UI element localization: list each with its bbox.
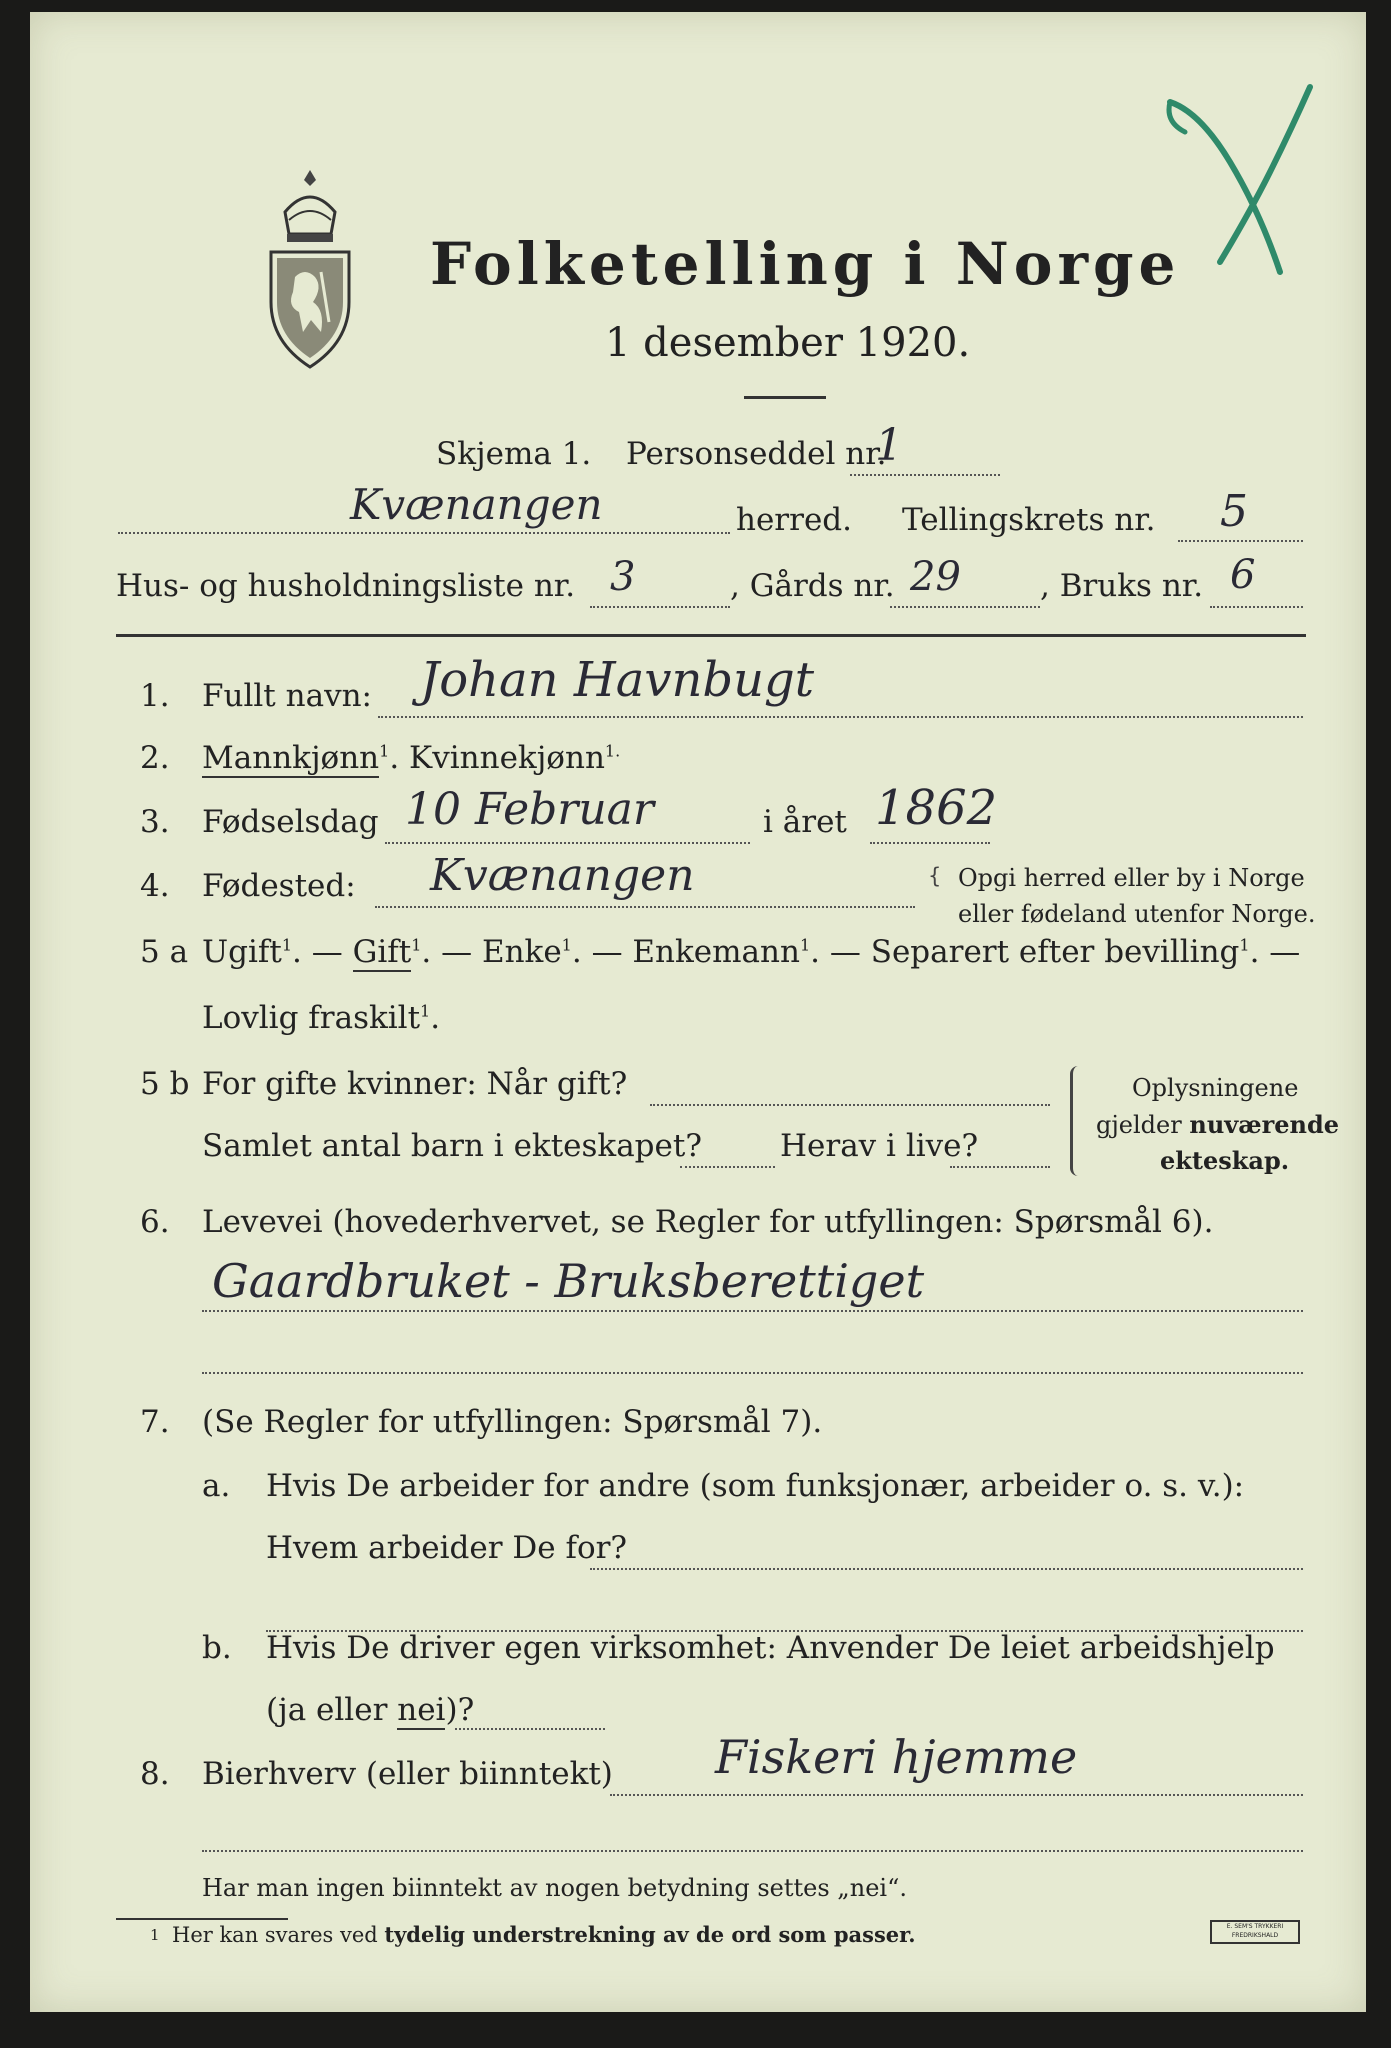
brace-right <box>1070 1066 1083 1176</box>
occupation-line-1 <box>202 1310 1303 1312</box>
q7b-letter: b. <box>202 1630 232 1666</box>
brace-left: { <box>928 864 942 888</box>
birth-year-value: 1862 <box>875 780 998 836</box>
q5b-note-3: ekteskap. <box>1160 1146 1290 1175</box>
side-income-value: Fiskeri hjemme <box>715 1730 1078 1784</box>
personseddel-value: 1 <box>875 420 903 471</box>
footnote-ref: 1. <box>604 741 621 761</box>
q4-label: Fødested: <box>202 868 356 904</box>
q5b-note-2: gjelder nuværende <box>1096 1110 1340 1139</box>
printer-stamp: E. SEM'S TRYKKERI FREDRIKSHALD <box>1210 1920 1300 1944</box>
birthday-line <box>385 842 750 844</box>
q7b-label: Hvis De driver egen virksomhet: Anvender De leiet arbeidshjelp <box>266 1630 1275 1666</box>
q4-number: 4. <box>140 868 170 904</box>
bruks-line <box>1210 606 1303 608</box>
husholdningsliste-value: 3 <box>610 554 636 600</box>
gards-line <box>890 606 1040 608</box>
q6-label: Levevei (hovederhvervet, se Regler for utfyllingen: Spørsmål 6). <box>202 1204 1214 1240</box>
hired-help-line <box>455 1728 605 1730</box>
gards-label: , Gårds nr. <box>730 568 895 604</box>
footnote-text: Her kan svares ved tydelig understrekning av de ord som passer. <box>172 1922 916 1947</box>
q4-note-2: eller fødeland utenfor Norge. <box>958 900 1316 928</box>
section-rule <box>116 634 1306 637</box>
q2-number: 2. <box>140 740 170 776</box>
footnote-number: 1 <box>150 1926 160 1944</box>
option-enke: Enke <box>481 934 562 970</box>
form-title: Folketelling i Norge <box>430 230 1181 298</box>
marital-status-options: Ugift$^1$. — Gift$^1$. — Enke$^1$. — Enkemann$^1$. — Separert efter bevilling$^1$. — <box>202 934 1301 970</box>
q7a-letter: a. <box>202 1468 231 1504</box>
option-fraskilt: Lovlig fraskilt <box>202 1000 421 1036</box>
birthplace-line <box>375 906 915 908</box>
q7a-label: Hvis De arbeider for andre (som funksjonær, arbeider o. s. v.): <box>266 1468 1245 1504</box>
personseddel-label: Personseddel nr. <box>626 436 887 472</box>
q5a-number: 5 a <box>140 934 189 970</box>
when-married-line <box>650 1104 1050 1106</box>
birthday-value: 10 Februar <box>405 784 654 835</box>
side-income-line-1 <box>610 1794 1303 1796</box>
husholdningsliste-label: Hus- og husholdningsliste nr. <box>116 568 576 604</box>
coat-of-arms-emblem <box>265 162 355 372</box>
footnote-rule <box>116 1918 288 1920</box>
q7a-question: Hvem arbeider De for? <box>266 1530 628 1566</box>
children-line <box>680 1166 775 1168</box>
occupation-value: Gaardbruket - Bruksberettiget <box>212 1254 925 1308</box>
herred-line <box>118 532 730 534</box>
option-mannkjonn: Mannkjønn <box>202 740 380 776</box>
q3-label: Fødselsdag <box>202 804 379 840</box>
option-fraskilt-row: Lovlig fraskilt$^1$. <box>202 1000 441 1036</box>
herred-label: herred. <box>736 502 852 538</box>
q1-label: Fullt navn: <box>202 678 372 714</box>
full-name-value: Johan Havnbugt <box>420 652 815 708</box>
q5b-alive: Herav i live? <box>780 1128 979 1164</box>
q5b-children: Samlet antal barn i ekteskapet? <box>202 1128 702 1164</box>
gards-value: 29 <box>910 554 961 600</box>
tellingskrets-line <box>1178 540 1303 542</box>
q7-number: 7. <box>140 1404 170 1440</box>
alive-line <box>950 1166 1050 1168</box>
bruks-value: 6 <box>1230 552 1256 598</box>
skjema-label: Skjema 1. <box>436 436 592 472</box>
q8-label: Bierhverv (eller biinntekt) <box>202 1756 613 1792</box>
year-line <box>870 842 990 844</box>
year-label: i året <box>763 804 847 840</box>
green-x-mark <box>1160 72 1340 282</box>
q4-note-1: Opgi herred eller by i Norge <box>958 864 1305 892</box>
gender-options <box>202 740 620 776</box>
q1-line <box>378 716 1303 718</box>
census-date: 1 desember 1920. <box>605 320 971 366</box>
employer-line-1 <box>590 1568 1303 1570</box>
q7b-question: (ja eller nei)? <box>266 1692 475 1728</box>
option-separert: Separert efter bevilling <box>870 934 1240 970</box>
title-divider <box>744 396 826 399</box>
q5b-when-married: For gifte kvinner: Når gift? <box>202 1066 628 1102</box>
footnote-ref: 1 <box>379 741 390 761</box>
q6-number: 6. <box>140 1204 170 1240</box>
personseddel-line <box>850 474 1000 476</box>
option-enkemann: Enkemann <box>632 934 800 970</box>
tellingskrets-value: 5 <box>1220 486 1248 537</box>
bruks-label: , Bruks nr. <box>1040 568 1204 604</box>
census-form-page <box>30 12 1366 2012</box>
q1-number: 1. <box>140 678 170 714</box>
q7-label: (Se Regler for utfyllingen: Spørsmål 7). <box>202 1404 823 1440</box>
q3-number: 3. <box>140 804 170 840</box>
q5b-note-1: Oplysningene <box>1132 1074 1299 1102</box>
q5b-number: 5 b <box>140 1066 190 1102</box>
husholdningsliste-line <box>590 606 730 608</box>
birthplace-value: Kvænangen <box>430 850 695 901</box>
side-income-line-2 <box>202 1850 1303 1852</box>
herred-value: Kvænangen <box>350 480 603 529</box>
side-income-note: Har man ingen biinntekt av nogen betydning settes „nei“. <box>202 1874 907 1902</box>
tellingskrets-label: Tellingskrets nr. <box>902 502 1156 538</box>
option-kvinnekjonn: . Kvinnekjønn <box>389 740 605 776</box>
option-gift: Gift <box>352 934 412 970</box>
option-ugift: Ugift <box>202 934 282 970</box>
q8-number: 8. <box>140 1756 170 1792</box>
occupation-line-2 <box>202 1372 1303 1374</box>
